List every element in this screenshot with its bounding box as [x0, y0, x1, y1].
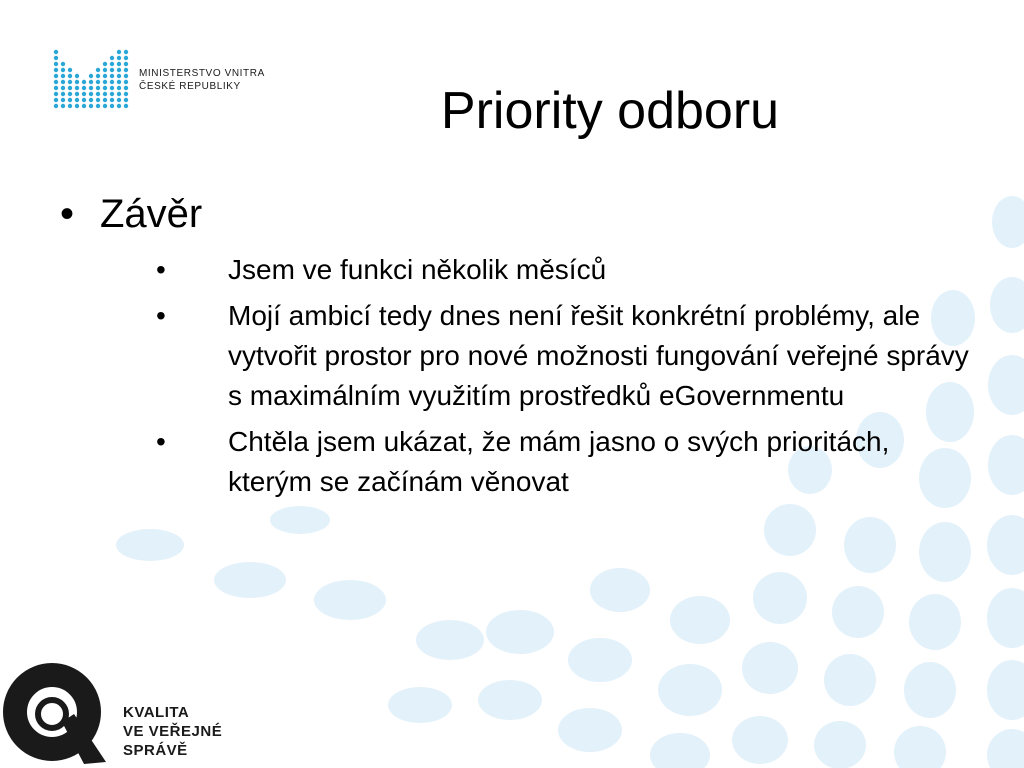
bg-dot [214, 562, 286, 598]
kvalita-line2: VE VEŘEJNÉ [123, 723, 223, 740]
bg-dot [832, 586, 884, 638]
bg-dot [909, 594, 961, 650]
kvalita-line3: SPRÁVĚ [123, 742, 188, 759]
bg-dot [987, 515, 1024, 575]
level2-text: Mojí ambicí tedy dnes není řešit konkrétní problémy, ale vytvořit prostor pro nové možnosti fungování veřejné správy s maximálním využitím prostředků eGovernmentu [228, 300, 969, 411]
bg-dot [844, 517, 896, 573]
bg-dot [116, 529, 184, 561]
slide-title: Priority odboru [440, 82, 780, 140]
bg-dot [814, 721, 866, 768]
bg-dot [416, 620, 484, 660]
bg-dot [987, 729, 1024, 768]
bg-dot [314, 580, 386, 620]
ministry-name [139, 67, 265, 93]
ministry-logo-icon [52, 46, 132, 110]
level1-item [60, 190, 202, 238]
bg-dot [988, 355, 1024, 415]
bg-dot [590, 568, 650, 612]
bg-dot [764, 504, 816, 556]
bg-dot [732, 716, 788, 764]
level2-text: Chtěla jsem ukázat, že mám jasno o svých prioritách, kterým se začínám věnovat [228, 426, 890, 497]
kvalita-logo-text [123, 703, 222, 760]
level2-bullet: • [156, 426, 166, 457]
level1-bullet: • [60, 192, 75, 236]
level2-list [150, 250, 970, 508]
bg-dot [568, 638, 632, 682]
kvalita-logo-icon [2, 660, 114, 766]
bg-dot [824, 654, 876, 706]
kvalita-line1: KVALITA [123, 704, 190, 721]
bg-dot [990, 277, 1024, 333]
level2-item [150, 250, 970, 290]
bg-dot [753, 572, 807, 624]
bg-dot [894, 726, 946, 768]
bg-dot [919, 522, 971, 582]
level2-bullet: • [156, 254, 166, 285]
bg-dot [486, 610, 554, 654]
bg-dot [992, 196, 1024, 248]
level2-item [150, 296, 970, 416]
level2-item [150, 422, 970, 502]
bg-dot [478, 680, 542, 720]
bg-dot [987, 660, 1024, 720]
bg-dot [670, 596, 730, 644]
bg-dot [658, 664, 722, 716]
bg-dot [988, 435, 1024, 495]
bg-dot [987, 588, 1024, 648]
level2-text: Jsem ve funkci několik měsíců [228, 254, 607, 285]
ministry-name-line2: ČESKÉ REPUBLIKY [139, 81, 241, 92]
level1-text: Závěr [100, 192, 203, 236]
bg-dot [270, 506, 330, 534]
bg-dot [558, 708, 622, 752]
bg-dot [650, 733, 710, 768]
ministry-name-line1: MINISTERSTVO VNITRA [139, 68, 265, 79]
bg-dot [904, 662, 956, 718]
bg-dot [742, 642, 798, 694]
level2-bullet: • [156, 300, 166, 331]
bg-dot [388, 687, 452, 723]
